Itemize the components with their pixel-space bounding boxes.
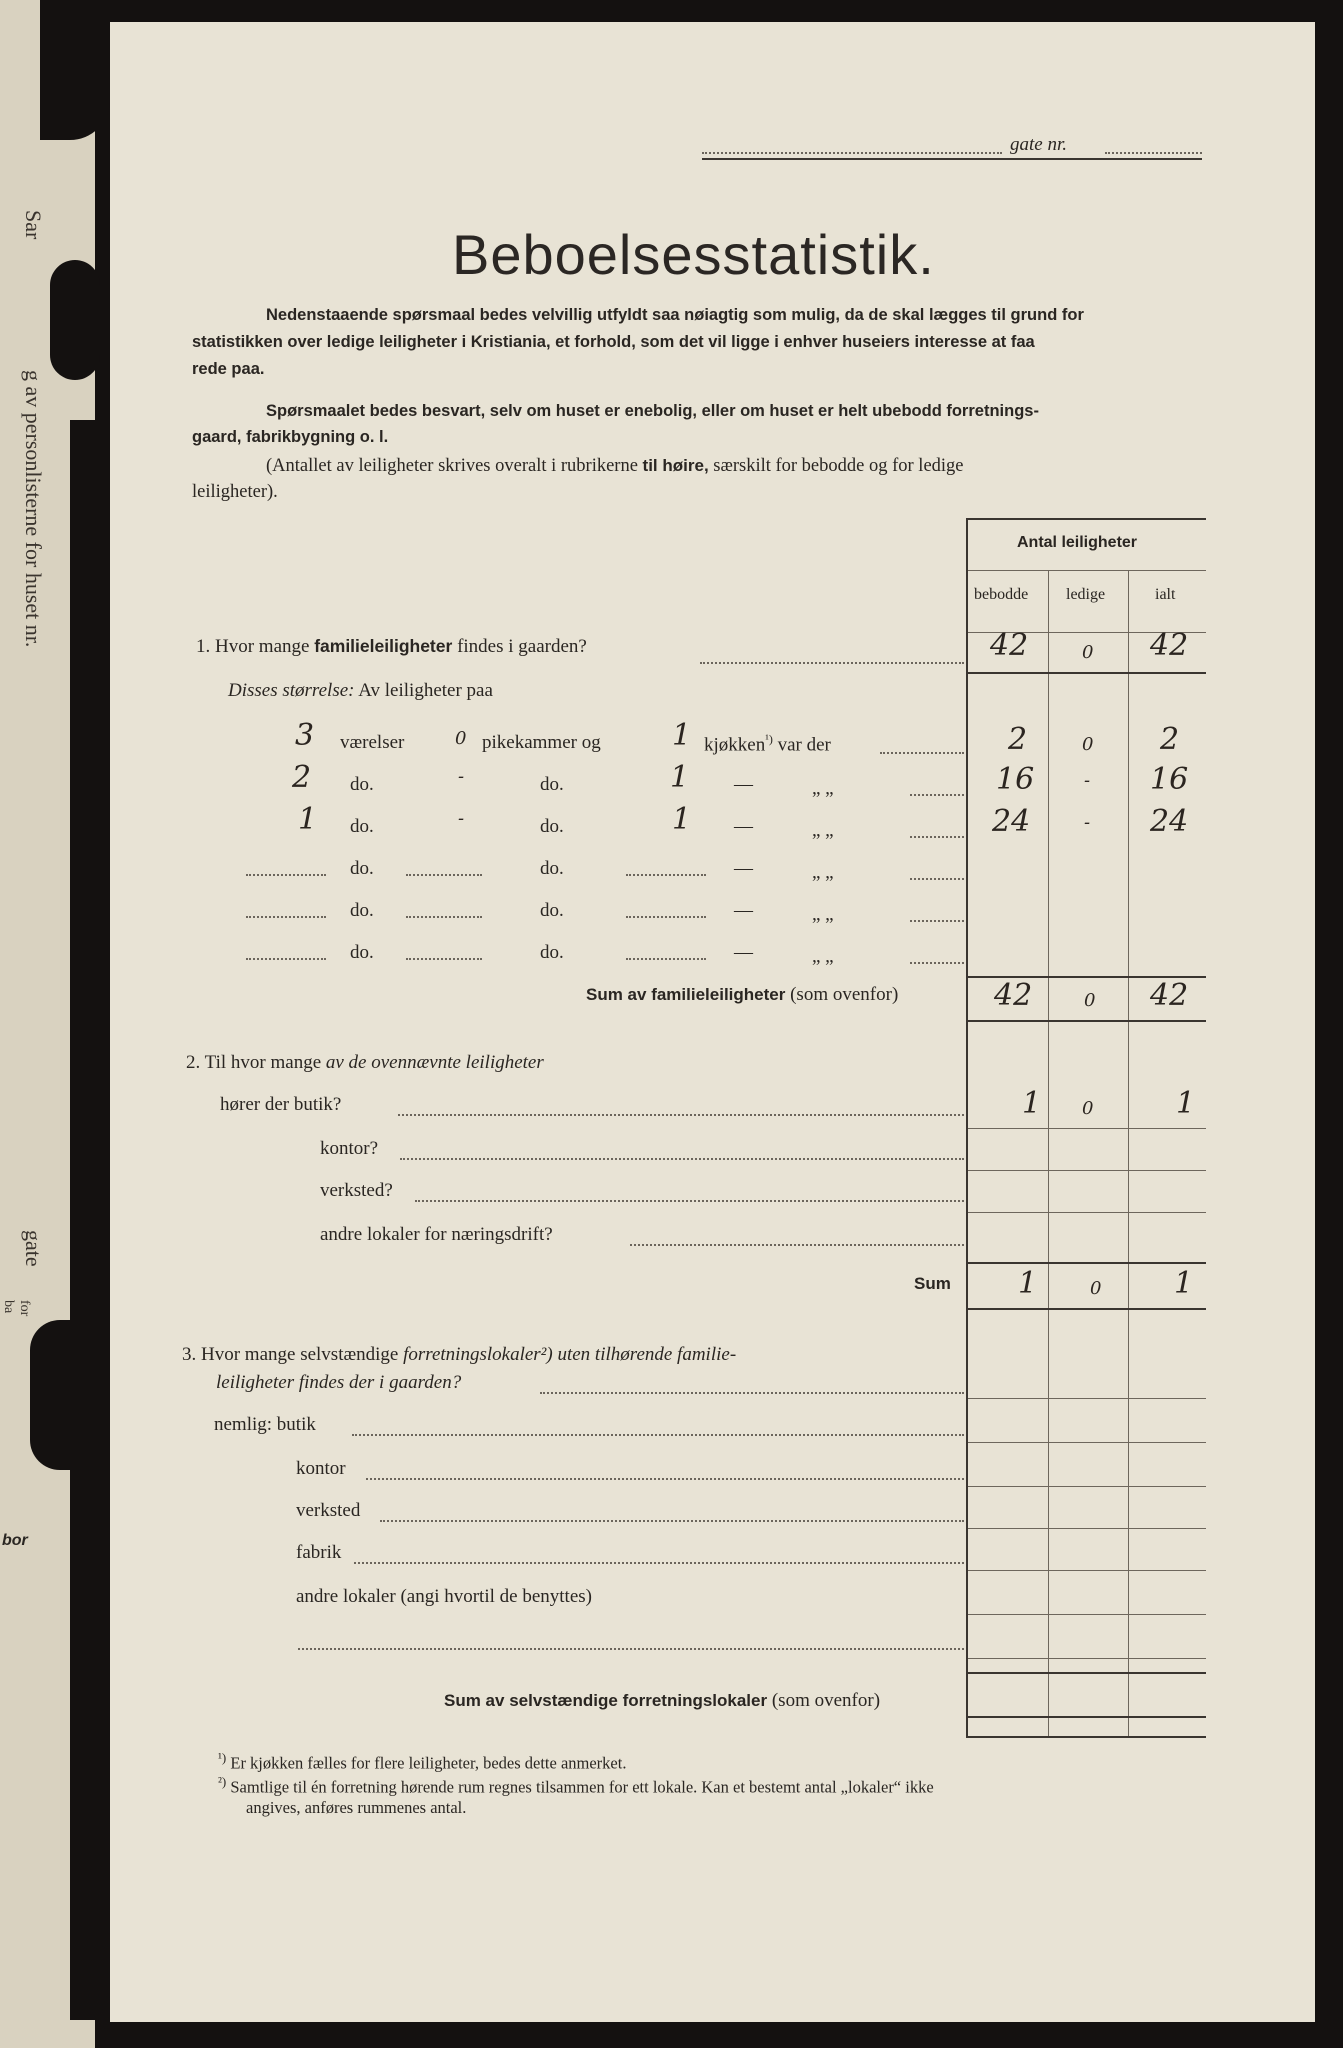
q3-rule-4 bbox=[968, 1570, 1206, 1571]
q3-sum-top-rule bbox=[968, 1672, 1206, 1674]
intro-p3-line1 bbox=[266, 456, 964, 477]
table-bottom-rule bbox=[966, 1736, 1206, 1738]
q1-question bbox=[196, 636, 587, 658]
q3-sum-bottom-rule bbox=[968, 1716, 1206, 1718]
q1-sum-bottom-rule bbox=[968, 1020, 1206, 1022]
row1-bebodde: 2 bbox=[1008, 722, 1028, 757]
row1-kjokken-count: 1 bbox=[672, 718, 692, 753]
row2-do-2: do. bbox=[540, 774, 564, 795]
q3-question bbox=[182, 1344, 736, 1366]
spine-text-3: gate bbox=[21, 1230, 46, 1267]
row1-dots bbox=[880, 752, 964, 754]
q1-bebodde: 42 bbox=[990, 628, 1029, 663]
row1-pike: 0 bbox=[455, 728, 467, 749]
page-title: Beboelsesstatistik. bbox=[452, 223, 935, 286]
intro-p3-line2: leiligheter). bbox=[192, 482, 278, 502]
q1-sum-rest: (som ovenfor) bbox=[790, 984, 899, 1005]
footnote-2 bbox=[218, 1774, 934, 1798]
q2-butik-bebodde: 1 bbox=[1022, 1086, 1042, 1121]
row2-kjokken-count: 1 bbox=[670, 760, 690, 795]
footnote-2-text: Samtlige til én forretning hørende rum regnes tilsammen for ett lokale. Kan et bestemt antal „lokaler“ ikke bbox=[230, 1777, 934, 1797]
table-title: Antal leiligheter bbox=[1017, 534, 1138, 551]
row1-ledige: 0 bbox=[1082, 734, 1094, 755]
q1-sum bbox=[586, 984, 898, 1006]
row5-dots-3 bbox=[626, 916, 706, 918]
q2-sum-bottom-rule bbox=[968, 1308, 1206, 1310]
row5-do-1: do. bbox=[350, 900, 374, 921]
row3-ialt: 24 bbox=[1150, 804, 1189, 839]
gate-line bbox=[702, 158, 1202, 160]
row4-dots-4 bbox=[910, 878, 964, 880]
q3-rule-2 bbox=[968, 1486, 1206, 1487]
row6-dash: — bbox=[734, 942, 753, 963]
q3-verksted-dots bbox=[380, 1520, 964, 1522]
row6-dots-4 bbox=[910, 962, 964, 964]
intro-p3-part2: til høire, bbox=[642, 456, 709, 475]
form-page bbox=[110, 22, 1315, 2022]
row5-dots-2 bbox=[406, 916, 482, 918]
row4-ditto: „ „ bbox=[812, 862, 834, 883]
q3-rule-1 bbox=[968, 1442, 1206, 1443]
q2-sum-bebodde: 1 bbox=[1018, 1266, 1038, 1301]
row4-dots-3 bbox=[626, 874, 706, 876]
q1-ialt: 42 bbox=[1150, 628, 1189, 663]
q1-sub2: Av leiligheter paa bbox=[358, 680, 493, 701]
q3-it2: uten tilhørende familie- bbox=[557, 1344, 737, 1365]
row5-dots-4 bbox=[910, 920, 964, 922]
q1-sum-bebodde: 42 bbox=[994, 978, 1033, 1013]
row4-dots-1 bbox=[246, 874, 326, 876]
q3-butik-dots bbox=[352, 1434, 964, 1436]
q3-rule-6 bbox=[968, 1658, 1206, 1659]
col-ledige: ledige bbox=[1066, 586, 1106, 603]
q2-rule-3 bbox=[968, 1212, 1206, 1213]
row1-vaerelser: værelser bbox=[340, 732, 405, 753]
q1-sum-bold: Sum av familieleiligheter bbox=[586, 985, 786, 1004]
q3-sum bbox=[444, 1690, 880, 1712]
row2-bebodde: 16 bbox=[996, 762, 1035, 797]
q1-ledige: 0 bbox=[1082, 642, 1094, 663]
intro-p3-part3: særskilt for bebodde og for ledige bbox=[713, 456, 964, 476]
spine-text bbox=[1, 210, 50, 1410]
q2-sum-ledige: 0 bbox=[1090, 1278, 1102, 1299]
row2-dots bbox=[910, 794, 964, 796]
q3-andre: andre lokaler (angi hvortil de benyttes) bbox=[296, 1586, 592, 1607]
q3-fabrik: fabrik bbox=[296, 1542, 342, 1563]
col-divider-1 bbox=[1048, 570, 1049, 1738]
q2-butik-ledige: 0 bbox=[1082, 1098, 1094, 1119]
row5-dash: — bbox=[734, 900, 753, 921]
q3-line2-dots bbox=[540, 1392, 964, 1394]
row1-fn: ¹) bbox=[765, 732, 773, 746]
q2-andre: andre lokaler for næringsdrift? bbox=[320, 1224, 553, 1245]
row1-kjokken-label: kjøkken bbox=[704, 734, 766, 756]
col-divider-2 bbox=[1128, 570, 1129, 1738]
row4-do-1: do. bbox=[350, 858, 374, 879]
q1-rule bbox=[968, 672, 1206, 674]
gate-dots-2 bbox=[1105, 152, 1202, 154]
q3-it1: forretningslokaler²) bbox=[403, 1344, 553, 1365]
footnote-2-line2: angives, anføres rummenes antal. bbox=[246, 1798, 467, 1817]
q2-it: av de ovennævnte leiligheter bbox=[325, 1052, 544, 1073]
q3-rule-3 bbox=[968, 1528, 1206, 1529]
row1-var-der: var der bbox=[777, 734, 831, 756]
q1-sub bbox=[228, 680, 493, 702]
row3-kjokken-count: 1 bbox=[672, 802, 692, 837]
q3-rule-5 bbox=[968, 1614, 1206, 1615]
row2-rooms: 2 bbox=[292, 760, 312, 795]
row3-do-1: do. bbox=[350, 816, 374, 837]
q2-butik: hører der butik? bbox=[220, 1094, 342, 1115]
q3-kontor: kontor bbox=[296, 1458, 346, 1479]
q2-sum-top-rule bbox=[968, 1262, 1206, 1264]
intro-p2-line1: Spørsmaalet bedes besvart, selv om huset er enebolig, eller om huset er helt ubebodd forretnings- bbox=[266, 402, 1039, 420]
row1-rooms: 3 bbox=[295, 718, 315, 753]
q3-fabrik-dots bbox=[354, 1562, 964, 1564]
row6-do-2: do. bbox=[540, 942, 564, 963]
row3-rooms: 1 bbox=[298, 802, 318, 837]
spine-text-6: bor bbox=[2, 1532, 28, 1549]
row1-ialt: 2 bbox=[1160, 722, 1180, 757]
q2-butik-dots bbox=[398, 1114, 964, 1116]
q3-verksted: verksted bbox=[296, 1500, 361, 1521]
row5-ditto: „ „ bbox=[812, 904, 834, 925]
row6-dots-1 bbox=[246, 958, 326, 960]
q2-rule-1 bbox=[968, 1128, 1206, 1129]
row1-pikekammer: pikekammer og bbox=[482, 732, 601, 753]
q1-sum-ledige: 0 bbox=[1084, 990, 1096, 1011]
q3-sum-rest: (som ovenfor) bbox=[771, 1690, 881, 1711]
q3-rule-0 bbox=[968, 1398, 1206, 1399]
q2-andre-dots bbox=[630, 1244, 964, 1246]
q2-kontor-dots bbox=[400, 1158, 964, 1160]
row3-do-2: do. bbox=[540, 816, 564, 837]
footnote-1-text: Er kjøkken fælles for flere leiligheter, bedes dette anmerket. bbox=[230, 1753, 627, 1773]
q3-andre-dots bbox=[298, 1648, 964, 1650]
row6-ditto: „ „ bbox=[812, 946, 834, 967]
gate-dots bbox=[702, 152, 1002, 154]
q2-verksted: verksted? bbox=[320, 1180, 393, 1201]
header-rule bbox=[968, 570, 1206, 571]
row3-ledige: - bbox=[1084, 812, 1091, 833]
row2-ialt: 16 bbox=[1150, 762, 1189, 797]
row3-pike: - bbox=[458, 808, 465, 829]
row4-dash: — bbox=[734, 858, 753, 879]
q2-rule-2 bbox=[968, 1170, 1206, 1171]
q2-sum-label: Sum bbox=[914, 1274, 951, 1293]
row6-dots-3 bbox=[626, 958, 706, 960]
row3-dots bbox=[910, 836, 964, 838]
row3-ditto: „ „ bbox=[812, 820, 834, 841]
row2-do-1: do. bbox=[350, 774, 374, 795]
footnote-1 bbox=[218, 1750, 626, 1774]
footnote-2-mark: ²) bbox=[218, 1774, 227, 1789]
q1-rest: findes i gaarden? bbox=[457, 636, 587, 657]
row3-bebodde: 24 bbox=[992, 804, 1031, 839]
col-bebodde: bebodde bbox=[974, 586, 1029, 603]
row2-dash: — bbox=[734, 774, 753, 795]
intro-p1-line3: rede paa. bbox=[192, 360, 265, 378]
spine-text-2: g av personlisterne for huset nr. bbox=[21, 370, 46, 648]
row6-dots-2 bbox=[406, 958, 482, 960]
q1-sub-it: Disses størrelse: bbox=[228, 680, 355, 701]
footnote-1-mark: ¹) bbox=[218, 1750, 227, 1765]
row4-dots-2 bbox=[406, 874, 482, 876]
spine-text-4: for bbox=[17, 1300, 32, 1317]
intro-p1-line2: statistikken over ledige leiligheter i Kristiania, et forhold, som det vil ligge i enhver huseiers interesse at faa bbox=[192, 333, 1035, 351]
q1-bold: familieleiligheter bbox=[314, 636, 453, 656]
row3-dash: — bbox=[734, 816, 753, 837]
q3-label: 3. Hvor mange selvstændige bbox=[182, 1344, 399, 1365]
row2-ledige: - bbox=[1084, 770, 1091, 791]
row5-do-2: do. bbox=[540, 900, 564, 921]
q1-dots bbox=[700, 662, 964, 664]
row2-ditto: „ „ bbox=[812, 778, 834, 799]
q2-question bbox=[186, 1052, 544, 1074]
q3-line2: leiligheter findes der i gaarden? bbox=[216, 1372, 462, 1393]
q2-butik-ialt: 1 bbox=[1176, 1086, 1196, 1121]
q3-nemlig-butik: nemlig: butik bbox=[214, 1414, 316, 1435]
row5-dots-1 bbox=[246, 916, 326, 918]
gate-nr-label: gate nr. bbox=[1010, 134, 1067, 155]
q2-kontor: kontor? bbox=[320, 1138, 379, 1159]
table-top-rule bbox=[966, 518, 1206, 520]
intro-p3-part1: (Antallet av leiligheter skrives overalt i rubrikerne bbox=[266, 456, 638, 476]
row2-pike: - bbox=[458, 766, 465, 787]
q1-label: 1. Hvor mange bbox=[196, 636, 310, 657]
q2-label: 2. Til hvor mange bbox=[186, 1052, 322, 1073]
q2-verksted-dots bbox=[415, 1200, 964, 1202]
q3-sum-bold: Sum av selvstændige forretningslokaler bbox=[444, 1691, 768, 1710]
q1-sum-ialt: 42 bbox=[1150, 978, 1189, 1013]
spine-text-5: ba bbox=[1, 1300, 16, 1314]
col-ialt: ialt bbox=[1155, 586, 1176, 603]
q2-sum-ialt: 1 bbox=[1174, 1266, 1194, 1301]
q3-kontor-dots bbox=[366, 1478, 964, 1480]
row6-do-1: do. bbox=[350, 942, 374, 963]
row4-do-2: do. bbox=[540, 858, 564, 879]
intro-p1-line1: Nedenstaaende spørsmaal bedes velvillig utfyldt saa nøiagtig som mulig, da de skal lægges til grund for bbox=[266, 306, 1084, 324]
spine-text-1: Sar bbox=[21, 210, 46, 240]
intro-p2-line2: gaard, fabrikbygning o. l. bbox=[192, 428, 389, 446]
row1-kjokken bbox=[704, 732, 831, 756]
